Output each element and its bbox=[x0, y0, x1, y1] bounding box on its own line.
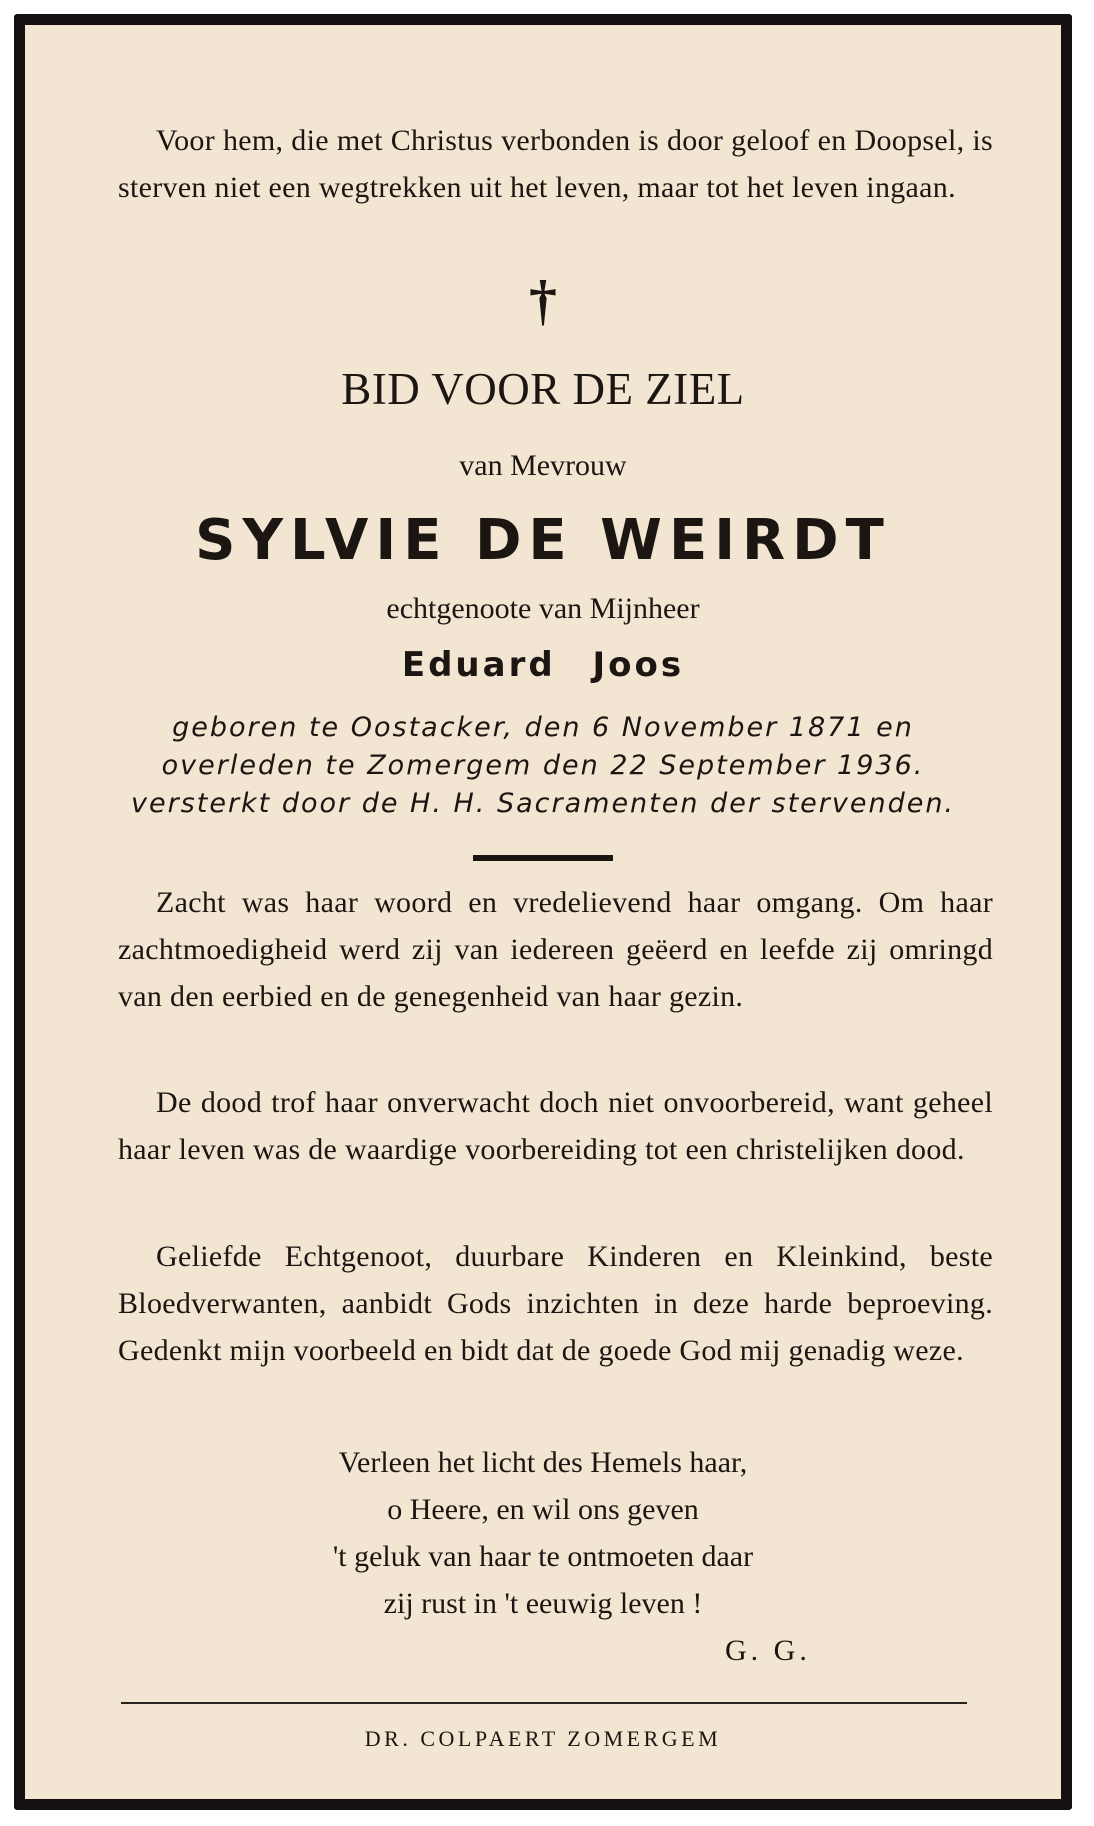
birth-line: geboren te Oostacker, den 6 November 1871 en bbox=[172, 712, 914, 743]
cross-icon: † bbox=[529, 270, 557, 332]
printer-credit: DR. COLPAERT ZOMERGEM bbox=[364, 1726, 722, 1751]
intro-quote: Voor hem, die met Christus verbonden is door geloof en Doopsel, is sterven niet een wegtrekken uit het leven, maar tot het leven ingaan. bbox=[118, 124, 993, 204]
van-mevrouw: van Mevrouw bbox=[459, 449, 627, 482]
memorial-card bbox=[14, 14, 1072, 1810]
paragraph-character: Zacht was haar woord en vredelievend haar omgang. Om haar zachtmoedigheid werd zij van iedereen geëerd en leefde zij omringd van den eerbied en de genegenheid van haar gezin. bbox=[118, 886, 993, 1013]
sacraments-line: versterkt door de H. H. Sacramenten der stervenden. bbox=[130, 788, 956, 819]
verse-line: o Heere, en wil ons geven bbox=[387, 1493, 699, 1526]
heading: BID VOOR DE ZIEL bbox=[341, 364, 745, 414]
verse-line: 't geluk van haar te ontmoeten daar bbox=[332, 1540, 754, 1573]
paragraph-farewell: Geliefde Echtgenoot, duurbare Kinderen en Kleinkind, beste Bloedverwanten, aanbidt Gods inzichten in deze harde beproeving. Gedenkt mijn voorbeeld en bidt dat de goede God mij genadig weze. bbox=[118, 1240, 993, 1367]
spouse-name: Eduard Joos bbox=[401, 645, 685, 685]
verse-line: Verleen het licht des Hemels haar, bbox=[338, 1446, 748, 1479]
divider bbox=[473, 855, 613, 861]
death-line: overleden te Zomergem den 22 September 1936. bbox=[161, 750, 925, 781]
spouse-intro: echtgenoote van Mijnheer bbox=[386, 592, 700, 625]
paragraph-death: De dood trof haar onverwacht doch niet onvoorbereid, want geheel haar leven was de waardige voorbereiding tot een christelijken dood. bbox=[118, 1086, 993, 1166]
signature: G. G. bbox=[725, 1634, 811, 1667]
deceased-name: SYLVIE DE WEIRDT bbox=[195, 508, 891, 573]
bottom-divider bbox=[121, 1702, 967, 1704]
verse-line: zij rust in 't eeuwig leven ! bbox=[383, 1587, 703, 1620]
